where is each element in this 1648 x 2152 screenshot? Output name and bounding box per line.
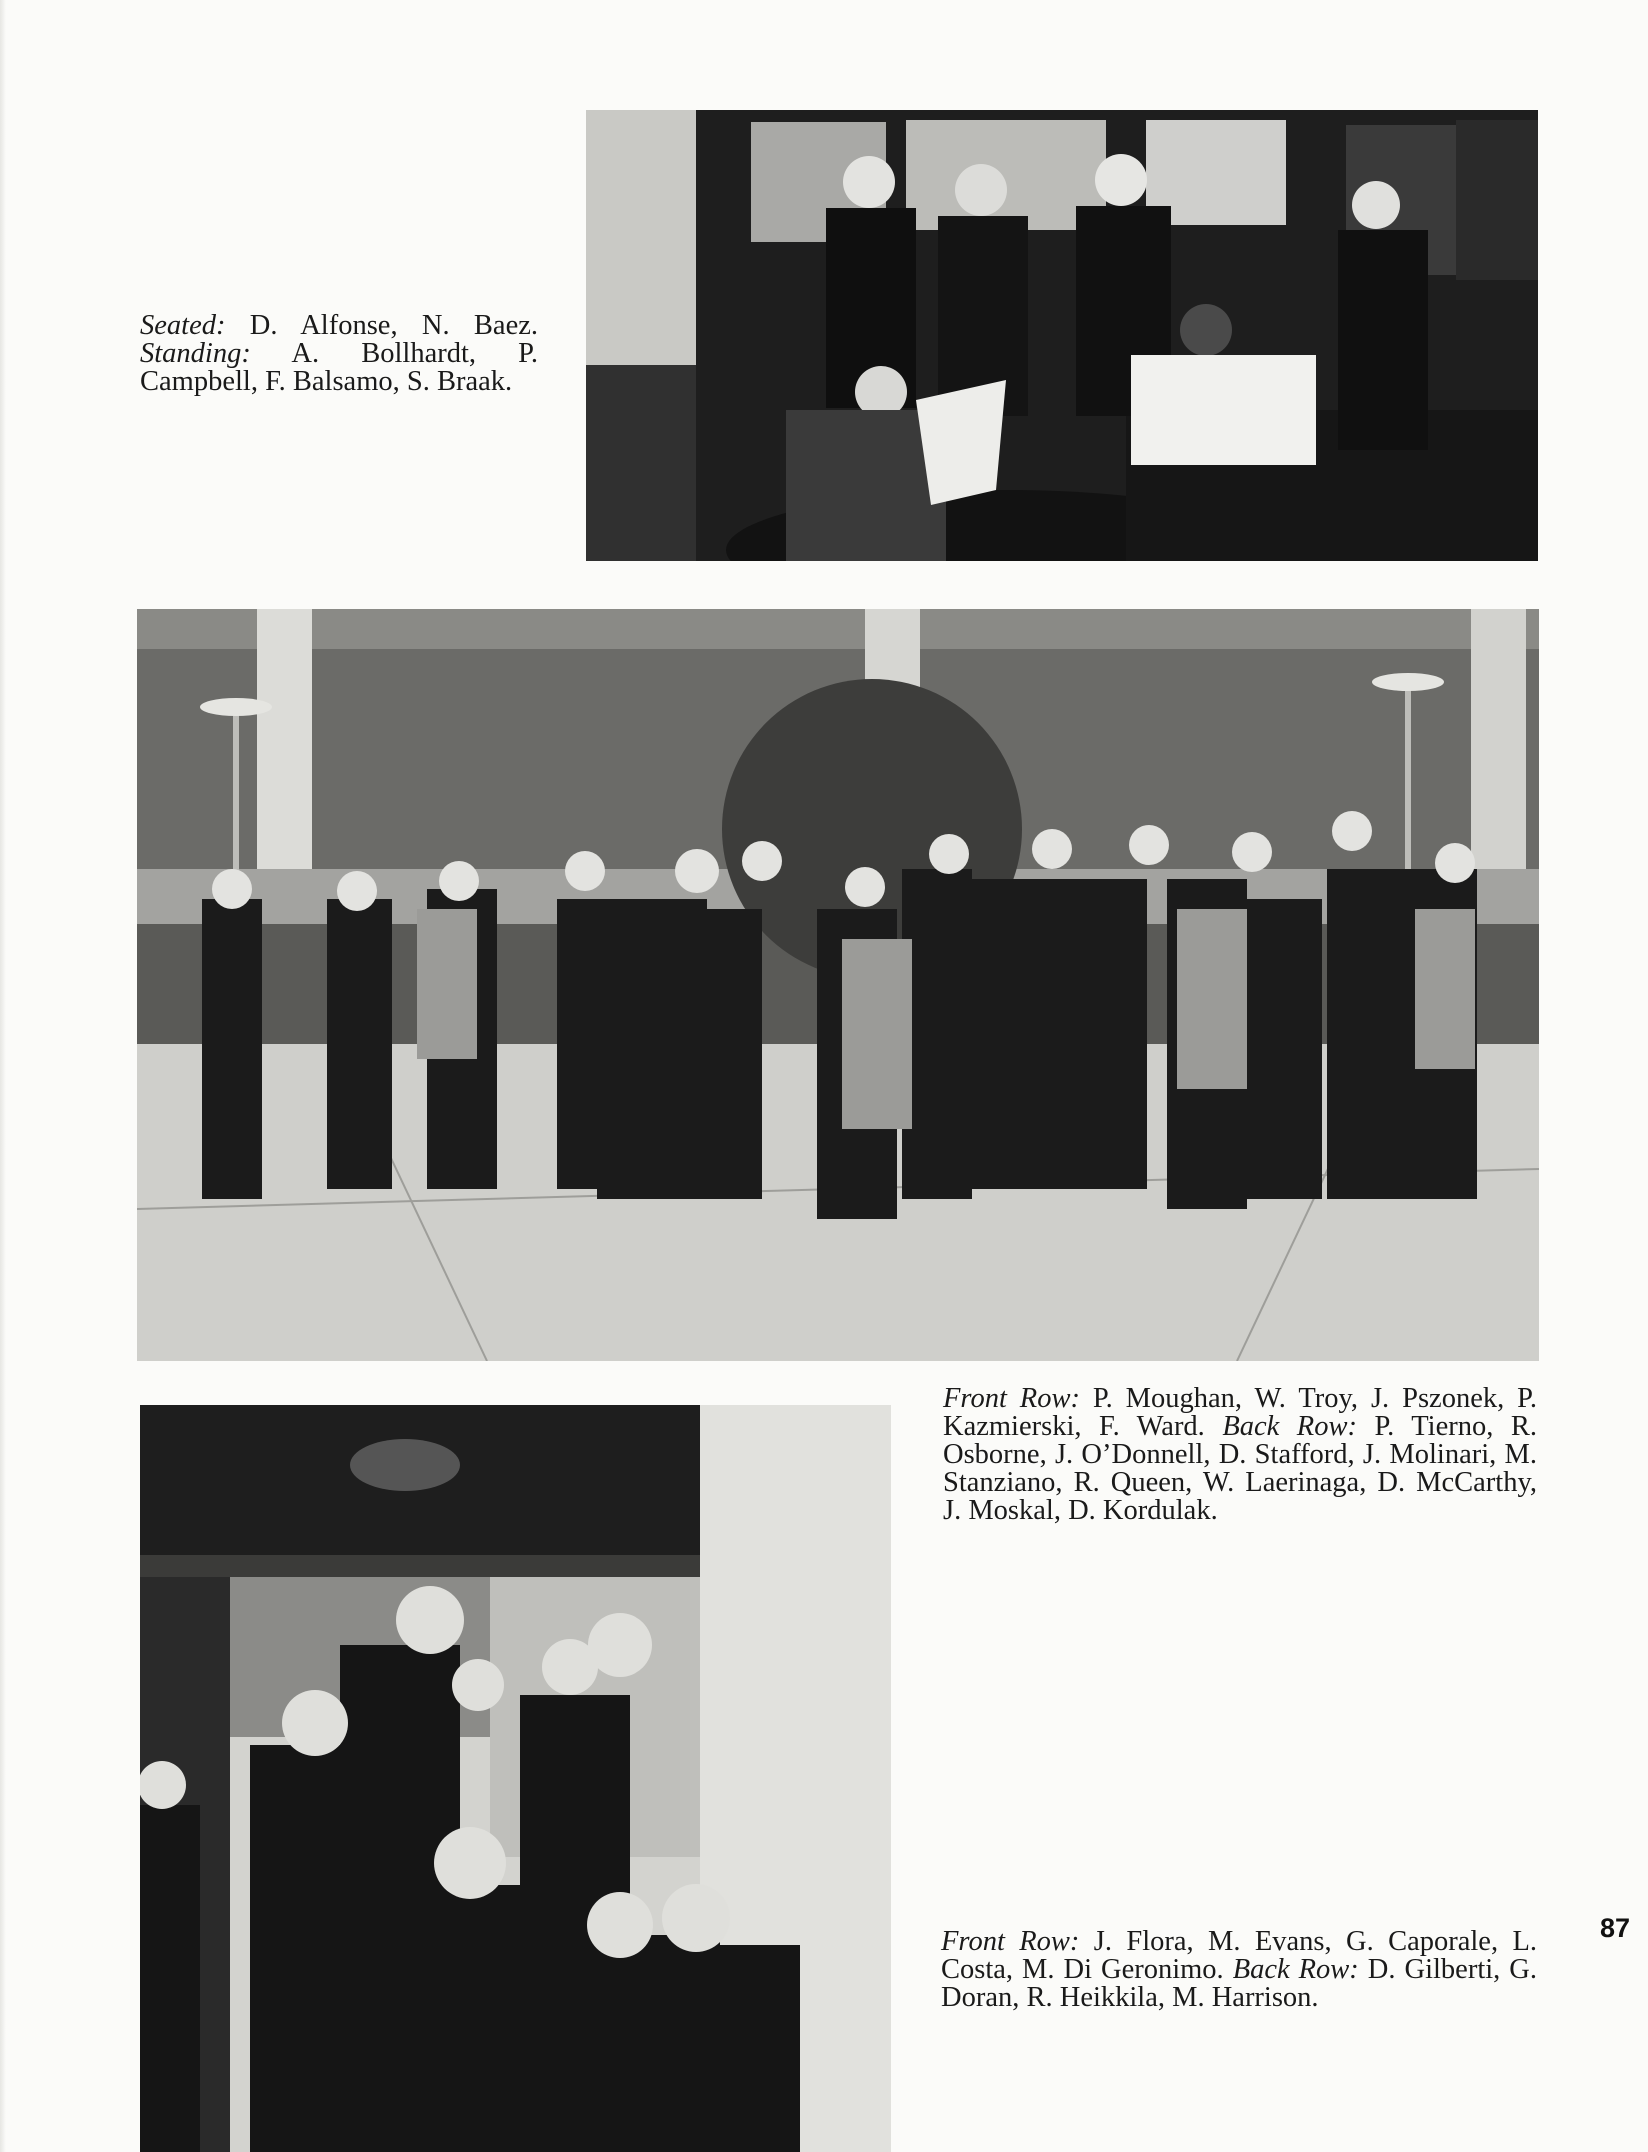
caption-standing-label: Standing: xyxy=(140,338,251,369)
page-number: 87 xyxy=(1599,1913,1630,1943)
caption-back-row-names: P. Tierno, R. Osborne, J. O’Donnell, D. Stafford, J. Molinari, M. Stanziano, R. Queen, W. Laerinaga, D. McCarthy, J. Moskal, D. Kordulak. xyxy=(943,1411,1537,1526)
caption-back-row-label: Back Row: xyxy=(1232,1954,1359,1985)
caption-front-row-names: P. Moughan, W. Troy, J. Pszonek, P. Kazmierski, F. Ward. xyxy=(943,1383,1537,1442)
caption-back-row-label: Back Row: xyxy=(1222,1411,1357,1442)
photo-library-group xyxy=(586,110,1538,561)
photo-courtyard-group xyxy=(137,609,1539,1361)
caption-back-row-names: D. Gilberti, G. Doran, R. Heikkila, M. Harrison. xyxy=(941,1954,1537,2013)
caption-seated-label: Seated: xyxy=(140,310,226,341)
page-gutter-shadow xyxy=(0,0,6,2152)
caption-seated-names: D. Alfonse, N. Baez. xyxy=(225,310,538,341)
caption-front-row-label: Front Row: xyxy=(943,1383,1080,1414)
caption-library-photo xyxy=(140,312,538,396)
caption-front-row-names: J. Flora, M. Evans, G. Caporale, L. Costa, M. Di Geronimo. xyxy=(941,1926,1537,1985)
caption-entryway-photo xyxy=(941,1928,1537,2012)
caption-courtyard-photo xyxy=(943,1385,1537,1525)
caption-front-row-label: Front Row: xyxy=(941,1926,1080,1957)
caption-standing-names: A. Bollhardt, P. Campbell, F. Balsamo, S. Braak. xyxy=(140,338,538,397)
photo-entryway-group xyxy=(140,1405,891,2152)
